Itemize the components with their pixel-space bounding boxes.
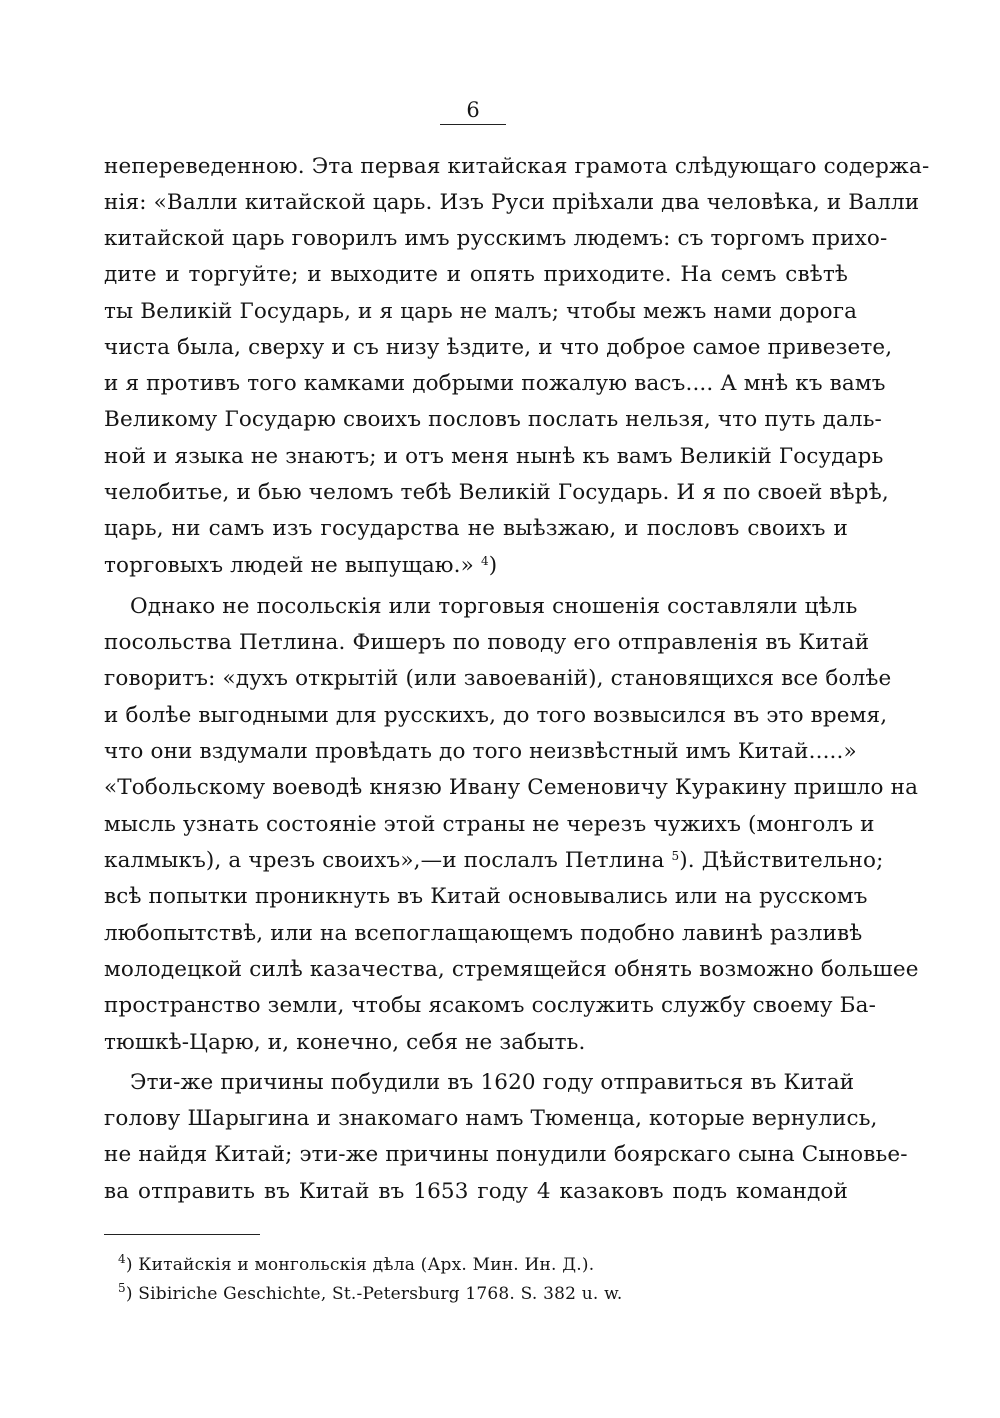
footnote-4 <box>118 1253 594 1277</box>
text-line: чиста была, сверху и съ низу ѣздите, и что доброе самое привезете, <box>104 335 893 360</box>
text-line: дите и торгуйте; и выходите и опять приходите. На семъ свѣтѣ <box>104 262 848 287</box>
text-line: пространство земли, чтобы ясакомъ сослужить службу своему Ба- <box>104 993 877 1018</box>
text-line: китайской царь говорилъ имъ русскимъ людемъ: съ торгомъ прихо- <box>104 226 888 251</box>
text-line: нія: «Валли китайской царь. Изъ Руси пріѣхали два человѣка, и Валли <box>104 190 920 215</box>
text-line: посольства Петлина. Фишеръ по поводу его отправленія въ Китай <box>104 630 870 655</box>
text-line: всѣ попытки проникнуть въ Китай основывались или на русскомъ <box>104 884 868 909</box>
footnote-text: ) Sibiriche Geschichte, St.-Petersburg 1768. S. 382 u. w. <box>125 1284 623 1304</box>
text-line: молодецкой силѣ казачества, стремящейся обнять возможно большее <box>104 957 919 982</box>
footnote-text: ) Китайскія и монгольскія дѣла (Арх. Мин. Ин. Д.). <box>125 1255 595 1275</box>
footnote-rule <box>104 1234 260 1235</box>
footnote-5 <box>118 1282 622 1306</box>
text-line: что они вздумали провѣдать до того неизвѣстный имъ Китай.....» <box>104 739 857 764</box>
page-number: 6 <box>466 98 480 122</box>
text-line-content: калмыкъ), а чрезъ своихъ»,—и послалъ Петлина <box>104 848 665 873</box>
footnote-mark: 4 <box>118 1252 126 1266</box>
text-line: любопытствѣ, или на всепоглащающемъ подобно лавинѣ разливѣ <box>104 921 863 946</box>
text-line: «Тобольскому воеводѣ князю Ивану Семеновичу Куракину пришло на <box>104 775 919 800</box>
text-line: ва отправить въ Китай въ 1653 году 4 казаковъ подъ командой <box>104 1179 848 1204</box>
page-number-rule <box>440 124 506 125</box>
text-line: не найдя Китай; эти-же причины понудили боярскаго сына Сыновье- <box>104 1142 908 1167</box>
text-line-content: торговыхъ людей не выпущаю.» <box>104 553 474 578</box>
footnote-ref-4: 4 <box>480 554 489 568</box>
text-line: и я противъ того камками добрыми пожалую васъ.... А мнѣ къ вамъ <box>104 371 886 396</box>
footnote-ref-5: 5 <box>671 849 680 863</box>
text-line: Эти-же причины побудили въ 1620 году отправиться въ Китай <box>130 1070 855 1095</box>
text-line: царь, ни самъ изъ государства не выѣзжаю, и пословъ своихъ и <box>104 516 848 541</box>
text-line: ной и языка не знаютъ; и отъ меня нынѣ къ вамъ Великій Государь <box>104 444 884 469</box>
text-line: Великому Государю своихъ пословъ послать нельзя, что путь даль- <box>104 407 882 432</box>
text-line <box>104 846 884 876</box>
text-line: челобитье, и бью челомъ тебѣ Великій Государь. И я по своей вѣрѣ, <box>104 480 889 505</box>
text-line: говоритъ: «духъ открытій (или завоеваній), становящихся все болѣе <box>104 666 892 691</box>
footnote-mark: 5 <box>118 1281 126 1295</box>
text-line: торговыхъ людей не выпущаю.» $^4$) <box>104 553 498 578</box>
text-line-tail: ). Дѣйствительно; <box>679 848 884 873</box>
text-line: мысль узнать состояніе этой страны не черезъ чужихъ (монголъ и <box>104 812 875 837</box>
text-line: Однако не посольскія или торговыя сношенія составляли цѣль <box>130 594 858 619</box>
text-line: и болѣе выгодными для русскихъ, до того возвысился въ это время, <box>104 703 888 728</box>
text-line: тюшкѣ-Царю, и, конечно, себя не забыть. <box>104 1030 586 1055</box>
text-line: ты Великій Государь, и я царь не малъ; чтобы межъ нами дорога <box>104 299 858 324</box>
text-line: непереведенною. Эта первая китайская грамота слѣдующаго содержа- <box>104 154 930 179</box>
text-line: голову Шарыгина и знакомаго намъ Тюменца, которые вернулись, <box>104 1106 878 1131</box>
